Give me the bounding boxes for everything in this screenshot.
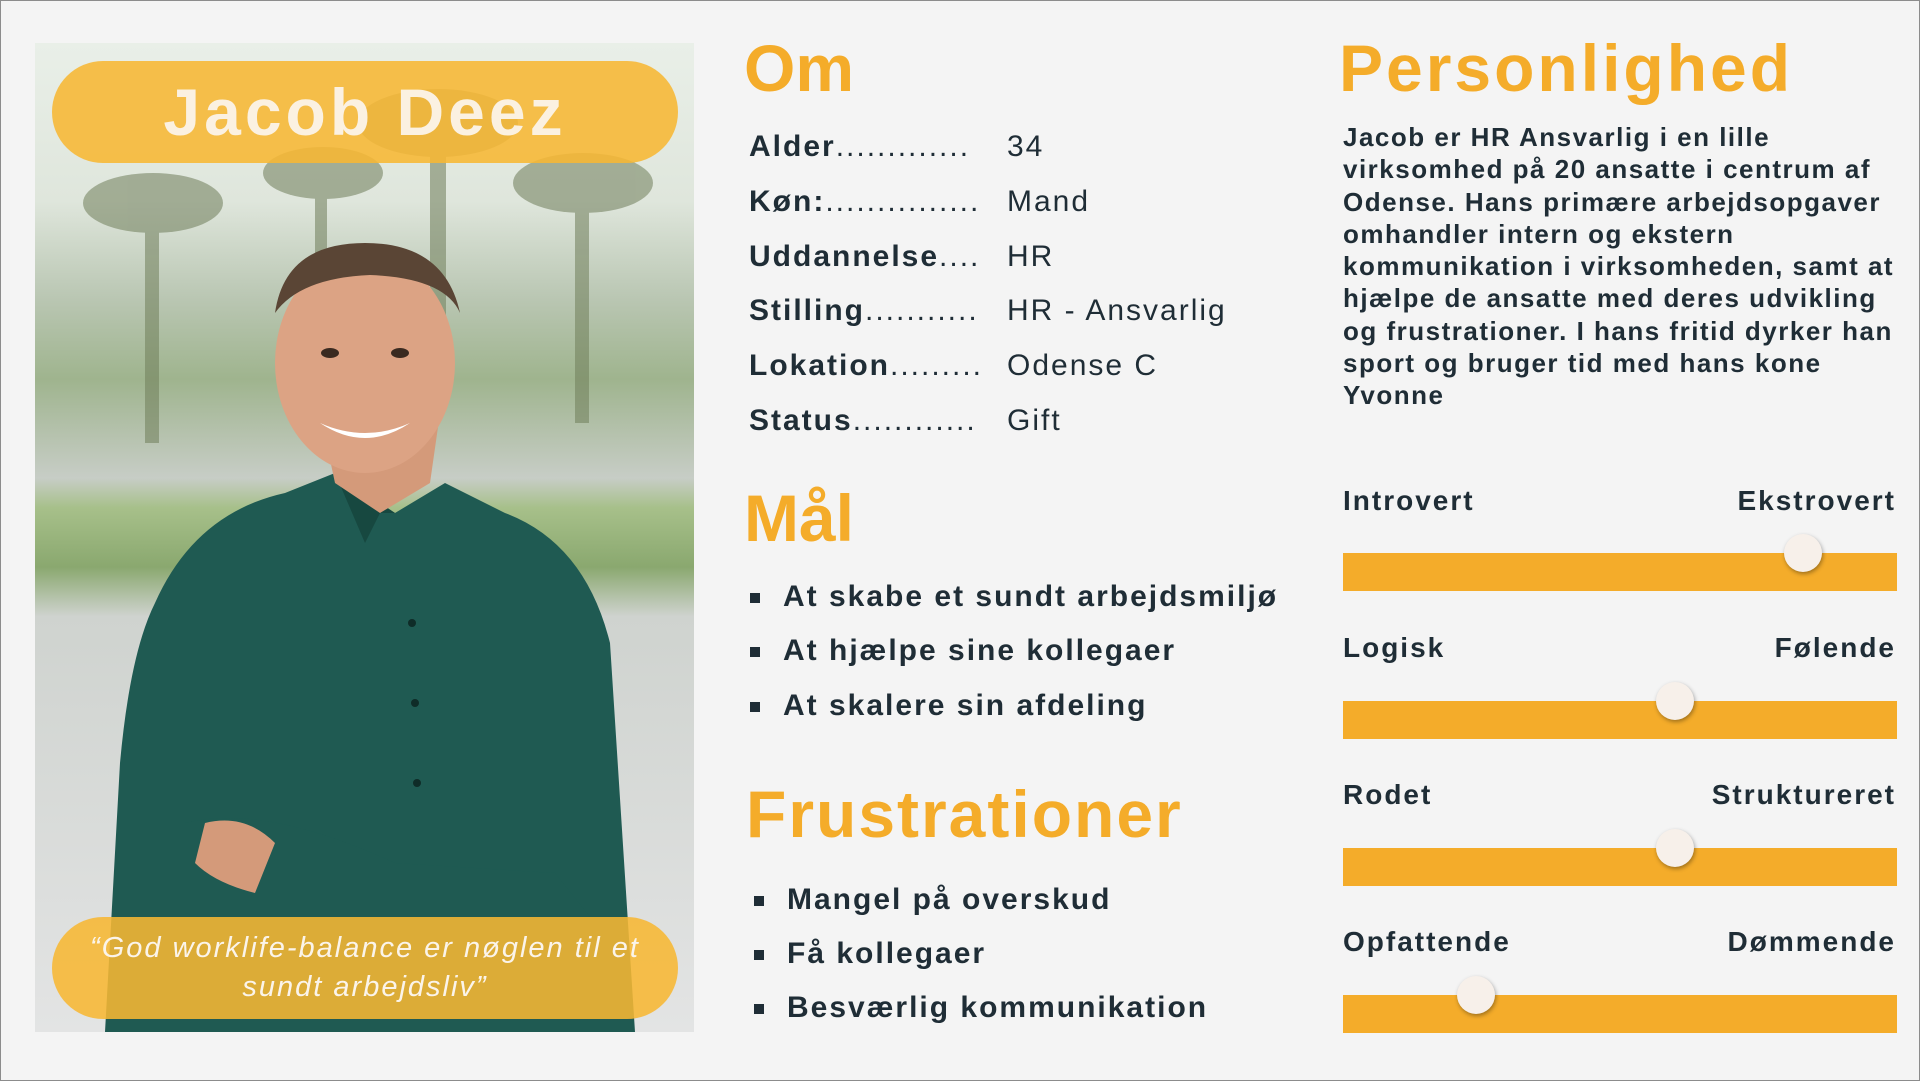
om-label: Stilling........... <box>749 294 979 327</box>
person-illustration <box>35 43 694 1032</box>
persona-name: Jacob Deez <box>163 75 567 149</box>
om-heading: Om <box>744 31 855 105</box>
quote-banner <box>52 917 678 1019</box>
slider-right-label: Følende <box>1774 632 1896 663</box>
slider-right-label: Ekstrovert <box>1737 485 1896 516</box>
name-banner <box>52 61 678 163</box>
om-label: Lokation......... <box>749 349 984 382</box>
slider-knob <box>1784 534 1822 572</box>
persona-quote: “God worklife-balance er nøglen til et sundt arbejdsliv” <box>90 932 640 1003</box>
slider-left-label: Opfattende <box>1343 926 1511 957</box>
om-value: Gift <box>1007 404 1062 437</box>
slider-left-label: Introvert <box>1343 485 1475 516</box>
maal-heading: Mål <box>744 481 855 555</box>
om-value: Mand <box>1007 185 1091 218</box>
persona-photo <box>35 43 694 1032</box>
personlighed-heading: Personlighed <box>1339 31 1794 105</box>
om-value: 34 <box>1007 130 1045 163</box>
slider-knob <box>1656 829 1694 867</box>
om-value: HR - Ansvarlig <box>1007 294 1227 327</box>
bullet-icon <box>754 896 764 906</box>
slider-right-label: Dømmende <box>1727 926 1896 957</box>
om-label: Uddannelse.... <box>749 240 981 273</box>
slider-knob <box>1457 976 1495 1014</box>
bullet-icon <box>750 647 760 657</box>
slider-knob <box>1656 682 1694 720</box>
bullet-icon <box>754 950 764 960</box>
personality-slider <box>1343 995 1897 1033</box>
om-label: Status............ <box>749 404 977 437</box>
om-value: HR <box>1007 240 1055 273</box>
bullet-icon <box>750 593 760 603</box>
personality-slider <box>1343 553 1897 591</box>
personality-slider <box>1343 701 1897 739</box>
om-label: Alder............. <box>749 130 971 163</box>
frustrationer-heading: Frustrationer <box>746 777 1183 851</box>
personality-slider <box>1343 848 1897 886</box>
slider-left-label: Rodet <box>1343 779 1433 810</box>
slider-left-label: Logisk <box>1343 632 1446 663</box>
personlighed-description: Jacob er HR Ansvarlig i en lille virksomhed på 20 ansatte i centrum af Odense. Hans primære arbejdsopgaver omhandler intern og ekstern kommunikation i virksomheden, samt at hjælpe de ansatte med deres udvikling og frustrationer. I hans fritid dyrker han sport og bruger tid med hans kone Yvonne <box>1343 122 1895 411</box>
bullet-icon <box>750 702 760 712</box>
slider-right-label: Struktureret <box>1711 779 1896 810</box>
om-label: Køn:............... <box>749 185 981 218</box>
om-value: Odense C <box>1007 349 1159 382</box>
bullet-icon <box>754 1004 764 1014</box>
